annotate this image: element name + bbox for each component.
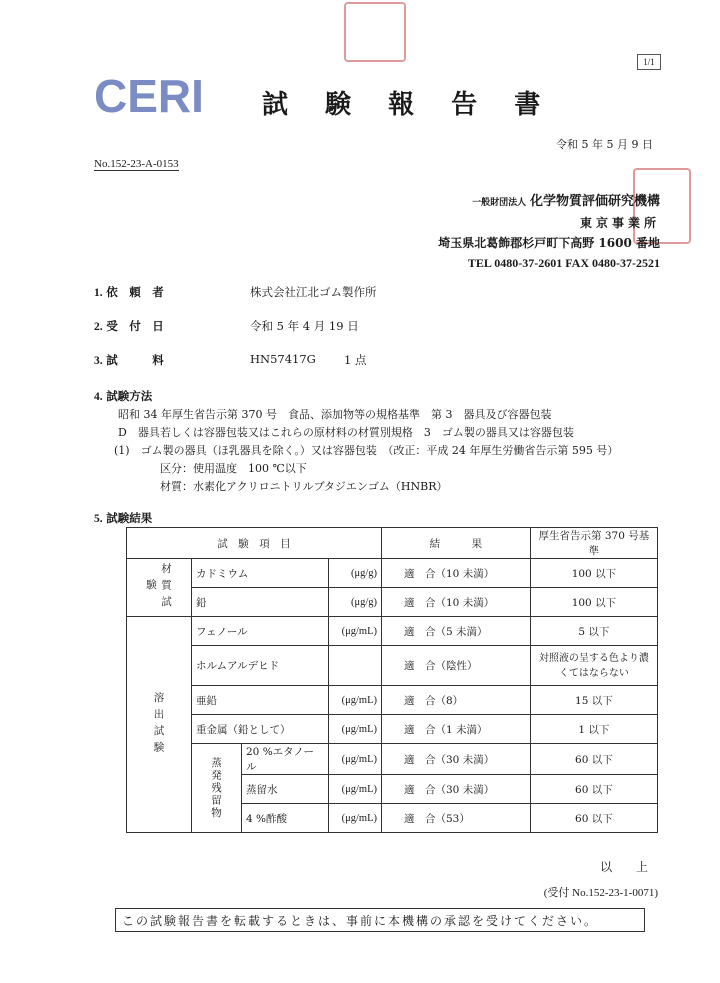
row-item: 重金属（鉛として） xyxy=(192,715,329,744)
row-unit: (μg/mL) xyxy=(329,617,382,646)
section-label: 試 料 xyxy=(106,353,164,367)
row-standard: 100 以下 xyxy=(530,559,657,588)
method-line: 材質：水素化アクリロニトリルブタジエンゴム（HNBR） xyxy=(160,480,448,493)
table-row xyxy=(127,588,658,617)
group-material: 材質試験 xyxy=(127,559,192,617)
logo-text: CERI xyxy=(94,70,204,120)
header-standard: 厚生省告示第 370 号基準 xyxy=(530,528,657,559)
row-standard: 60 以下 xyxy=(530,744,657,775)
sample-count: 1 点 xyxy=(344,353,367,367)
row-result: 適 合（53） xyxy=(382,804,531,833)
section-label: 試験結果 xyxy=(106,511,153,525)
row-unit: (μg/mL) xyxy=(329,775,382,804)
table-row xyxy=(127,744,658,775)
issuer-address: 埼玉県北葛飾郡杉戸町下高野 1600 番地 xyxy=(438,236,660,250)
section-number: 5. xyxy=(94,513,103,525)
method-line: (1) ゴム製の器具（ほ乳器具を除く。）又は容器包装 （改正：平成 24 年厚生労働省告示第 595 号） xyxy=(114,444,619,457)
org-name: 化学物質評価研究機構 xyxy=(529,194,660,209)
org-prefix: 一般財団法人 xyxy=(472,198,527,208)
section-sample xyxy=(94,352,164,368)
table-row xyxy=(127,646,658,686)
table-row xyxy=(127,559,658,588)
client-value: 株式会社江北ゴム製作所 xyxy=(250,285,377,299)
row-standard: 60 以下 xyxy=(530,804,657,833)
method-line: D 器具若しくは容器包装又はこれらの原材料の材質別規格 3 ゴム製の器具又は容器包装 xyxy=(118,426,574,439)
row-item: カドミウム xyxy=(192,559,329,588)
issuer-tel: TEL 0480-37-2601 FAX 0480-37-2521 xyxy=(467,256,660,270)
header-item: 試 験 項 目 xyxy=(127,528,382,559)
received-value: 令和 5 年 4 月 19 日 xyxy=(250,319,359,333)
row-result: 適 合（陰性） xyxy=(382,646,531,686)
group-evap: 蒸発残留物 xyxy=(192,744,242,833)
section-label: 試験方法 xyxy=(106,389,153,403)
document-number: No.152-23-A-0153 xyxy=(94,158,179,170)
row-unit: (μg/mL) xyxy=(329,804,382,833)
row-standard: 1 以下 xyxy=(530,715,657,744)
row-result: 適 合（5 未満） xyxy=(382,617,531,646)
reprint-notice: この試験報告書を転載するときは、事前に本機構の承認を受けてください。 xyxy=(115,908,645,932)
row-unit: (μg/g) xyxy=(329,588,382,617)
header-result: 結 果 xyxy=(382,528,531,559)
section-client xyxy=(94,284,164,300)
end-mark: 以 上 xyxy=(600,860,658,874)
section-number: 1. xyxy=(94,287,103,299)
row-unit: (μg/g) xyxy=(329,559,382,588)
row-item: 鉛 xyxy=(192,588,329,617)
row-item: 亜鉛 xyxy=(192,686,329,715)
row-standard: 5 以下 xyxy=(530,617,657,646)
receipt-number: (受付 No.152-23-1-0071) xyxy=(543,887,658,899)
document-title: 試 験 報 告 書 xyxy=(262,90,555,120)
section-label: 受 付 日 xyxy=(106,319,164,333)
row-item: フェノール xyxy=(192,617,329,646)
table-row xyxy=(127,715,658,744)
row-result: 適 合（8） xyxy=(382,686,531,715)
ceri-logo xyxy=(94,70,214,120)
row-unit: (μg/mL) xyxy=(329,744,382,775)
row-item: 20 %エタノール xyxy=(242,744,329,775)
row-unit: (μg/mL) xyxy=(329,715,382,744)
row-result: 適 合（30 未満） xyxy=(382,775,531,804)
row-result: 適 合（30 未満） xyxy=(382,744,531,775)
results-table xyxy=(126,527,658,833)
row-standard: 100 以下 xyxy=(530,588,657,617)
issuer-org xyxy=(438,192,660,213)
row-standard: 対照液の呈する色より濃くてはならない xyxy=(530,646,657,686)
row-standard: 60 以下 xyxy=(530,775,657,804)
row-result: 適 合（1 未満） xyxy=(382,715,531,744)
section-number: 3. xyxy=(94,355,103,367)
row-item: 4 %酢酸 xyxy=(242,804,329,833)
row-item: ホルムアルデヒド xyxy=(192,646,329,686)
row-unit: (μg/mL) xyxy=(329,686,382,715)
page-number: 1/1 xyxy=(637,54,661,70)
table-header-row xyxy=(127,528,658,559)
section-method xyxy=(94,388,152,404)
issuer-block xyxy=(438,192,660,273)
row-standard: 15 以下 xyxy=(530,686,657,715)
sample-value: HN57417G xyxy=(250,352,316,366)
row-result: 適 合（10 未満） xyxy=(382,559,531,588)
row-item: 蒸留水 xyxy=(242,775,329,804)
section-label: 依 頼 者 xyxy=(106,285,164,299)
table-row xyxy=(127,686,658,715)
top-seal xyxy=(344,2,406,62)
section-results xyxy=(94,510,152,526)
row-unit xyxy=(329,646,382,686)
table-row xyxy=(127,617,658,646)
method-line: 区分：使用温度 100 ℃以下 xyxy=(160,462,307,475)
row-result: 適 合（10 未満） xyxy=(382,588,531,617)
section-number: 4. xyxy=(94,391,103,403)
report-date: 令和 5 年 5 月 9 日 xyxy=(556,138,653,151)
group-elution: 溶出試験 xyxy=(127,617,192,833)
method-line: 昭和 34 年厚生省告示第 370 号 食品、添加物等の規格基準 第 3 器具及び容器包装 xyxy=(118,408,552,421)
section-received xyxy=(94,318,164,334)
section-number: 2. xyxy=(94,321,103,333)
issuer-office: 東京事業所 xyxy=(579,216,660,230)
